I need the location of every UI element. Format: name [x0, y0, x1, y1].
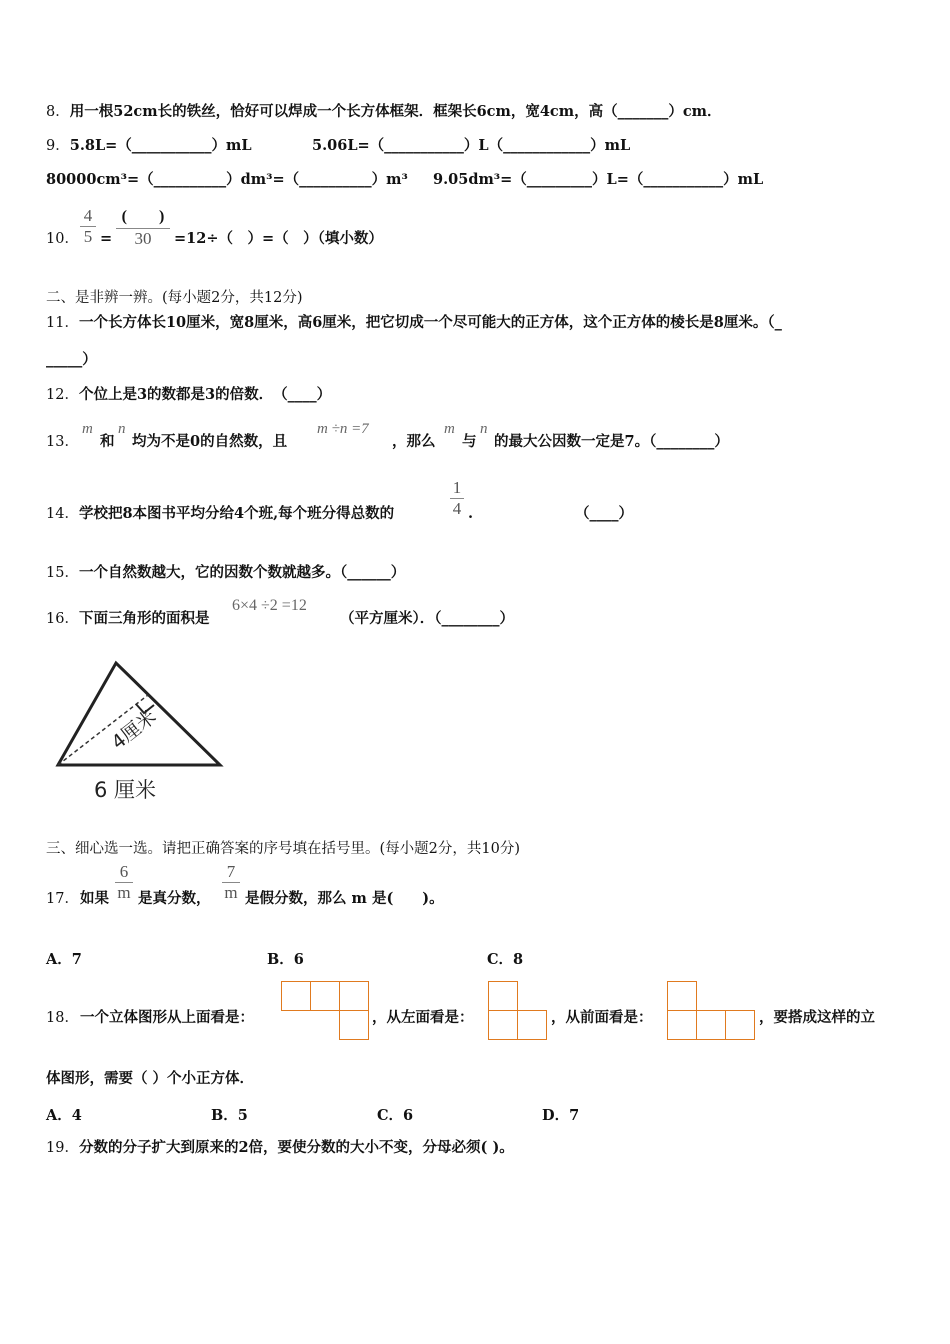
question-number: 16．	[46, 611, 79, 627]
q14-period: .	[468, 505, 474, 522]
triangle-figure	[48, 655, 228, 805]
left-view-grid	[488, 981, 550, 1041]
q18-continuation: 体图形，需要（ ）个小正方体．	[46, 1070, 255, 1087]
question-19	[46, 1138, 514, 1158]
q18-text-3: ，从前面看是：	[551, 1009, 653, 1026]
q10-equals: =	[100, 230, 113, 247]
q18-option-a[interactable]: A．4	[46, 1107, 82, 1124]
height-label: 4厘米	[107, 705, 161, 754]
question-number: 12．	[46, 387, 79, 403]
section-3-title: 三、细心选一选。请把正确答案的序号填在括号里。(每小题2分，共10分)	[46, 841, 520, 857]
q18-option-c[interactable]: C．6	[377, 1107, 414, 1124]
question-18-number: 18．	[46, 1010, 79, 1026]
grid-cell	[488, 981, 518, 1011]
q10-rest: =12÷（ ）=（ ）（填小数）	[174, 230, 383, 247]
base-label: 6 厘米	[94, 778, 157, 802]
q18-option-b[interactable]: B．5	[211, 1107, 248, 1124]
fraction-numerator: 1	[452, 478, 462, 497]
q10-fraction-blank	[116, 203, 170, 249]
question-9-line-1	[46, 136, 252, 156]
front-view-grid	[667, 981, 757, 1041]
grid-cell	[339, 981, 369, 1011]
grid-cell	[281, 981, 311, 1011]
q18-option-d[interactable]: D．7	[542, 1107, 580, 1124]
fraction-denominator: m	[222, 882, 240, 903]
section-2-title: 二、是非辨一辨。(每小题2分，共12分)	[46, 290, 303, 306]
q13-var-n-2: n	[480, 421, 488, 437]
question-text: 用一根52cm长的铁丝，恰好可以焊成一个长方体框架．框架长6cm，宽4cm，高（_______）cm．	[69, 103, 722, 120]
grid-cell	[667, 1010, 697, 1040]
q13-var-n: n	[118, 421, 126, 437]
q17-option-a[interactable]: A．7	[46, 951, 82, 968]
fraction-blank-numerator: ( )	[121, 208, 165, 225]
question-13-number: 13．	[46, 434, 79, 450]
q17-mid: 是真分数，	[138, 890, 211, 907]
question-text: 分数的分子扩大到原来的2倍，要使分数的大小不变，分母必须( )。	[78, 1139, 514, 1156]
question-8	[46, 102, 722, 122]
q9-part-c: 80000cm³=（__________）dm³=（__________）m³	[46, 171, 408, 188]
q17-option-c[interactable]: C．8	[487, 951, 524, 968]
fraction-numerator: 6	[119, 862, 129, 881]
question-number: 8．	[46, 104, 70, 120]
q13-var-m: m	[82, 421, 93, 437]
question-text: 一个自然数越大，它的因数个数就越多。（______）	[78, 564, 406, 581]
fraction-denominator: 5	[80, 226, 96, 247]
question-text: 学校把8本图书平均分给4个班,每个班分得总数的	[78, 505, 395, 522]
q11-continuation: _____）	[46, 351, 97, 368]
question-number: 19．	[46, 1140, 79, 1156]
q16-expression: 6×4 ÷2 =12	[232, 597, 307, 614]
q17-fraction-1	[115, 862, 133, 903]
question-number: 15．	[46, 565, 79, 581]
question-12	[46, 385, 331, 405]
grid-cell	[310, 981, 340, 1011]
grid-cell	[517, 1010, 547, 1040]
question-10-number: 10．	[46, 231, 79, 247]
q18-text-4: ，要搭成这样的立	[759, 1009, 875, 1026]
q14-answer-blank: （____）	[575, 505, 633, 522]
q16-end: （平方厘米）．（________）	[340, 610, 514, 627]
grid-cell	[339, 1010, 369, 1040]
q17-end: 是假分数，那么 m 是( )。	[245, 890, 444, 907]
fraction-denominator: 30	[116, 228, 170, 249]
fraction-denominator: 4	[450, 498, 464, 519]
grid-cell	[725, 1010, 755, 1040]
question-11	[46, 313, 782, 333]
question-text: 个位上是3的数都是3的倍数． （____）	[78, 386, 332, 403]
q13-then: ，那么	[392, 433, 436, 450]
q13-var-m-2: m	[444, 421, 455, 437]
q13-with: 与	[462, 433, 477, 450]
grid-cell	[667, 981, 697, 1011]
q18-text-2: ，从左面看是：	[372, 1009, 474, 1026]
top-view-grid	[281, 981, 371, 1041]
question-number: 11．	[46, 315, 79, 331]
question-text: 下面三角形的面积是	[78, 610, 210, 627]
q17-option-b[interactable]: B．6	[267, 951, 304, 968]
question-number: 14．	[46, 506, 79, 522]
q13-mid: 均为不是0的自然数，且	[132, 433, 288, 450]
q10-fraction	[80, 206, 96, 247]
grid-cell	[488, 1010, 518, 1040]
question-14	[46, 504, 394, 524]
grid-cell	[696, 1010, 726, 1040]
q17-fraction-2	[222, 862, 240, 903]
q13-and: 和	[100, 433, 115, 450]
q13-end: 的最大公因数一定是7。（________）	[494, 433, 729, 450]
question-15	[46, 563, 405, 583]
question-17-number: 17．	[46, 891, 79, 907]
fraction-numerator: 4	[83, 206, 93, 225]
fraction-numerator: 7	[226, 862, 236, 881]
q14-fraction	[450, 478, 464, 519]
q9-part-d: 9.05dm³=（_________）L=（___________）mL	[433, 171, 764, 188]
q13-expression: m ÷n =7	[317, 421, 369, 437]
q17-pre: 如果	[80, 890, 109, 907]
fraction-denominator: m	[115, 882, 133, 903]
q9-part-b: 5.06L=（___________）L（____________）mL	[312, 137, 631, 154]
question-number: 9．	[46, 138, 70, 154]
question-16	[46, 609, 209, 629]
q18-text-1: 一个立体图形从上面看是：	[80, 1009, 254, 1026]
question-text: 一个长方体长10厘米，宽8厘米，高6厘米，把它切成一个尽可能大的正方体，这个正方体的棱长是8厘米。（_	[78, 314, 782, 331]
q9-part-a: 5.8L=（___________）mL	[69, 137, 252, 154]
